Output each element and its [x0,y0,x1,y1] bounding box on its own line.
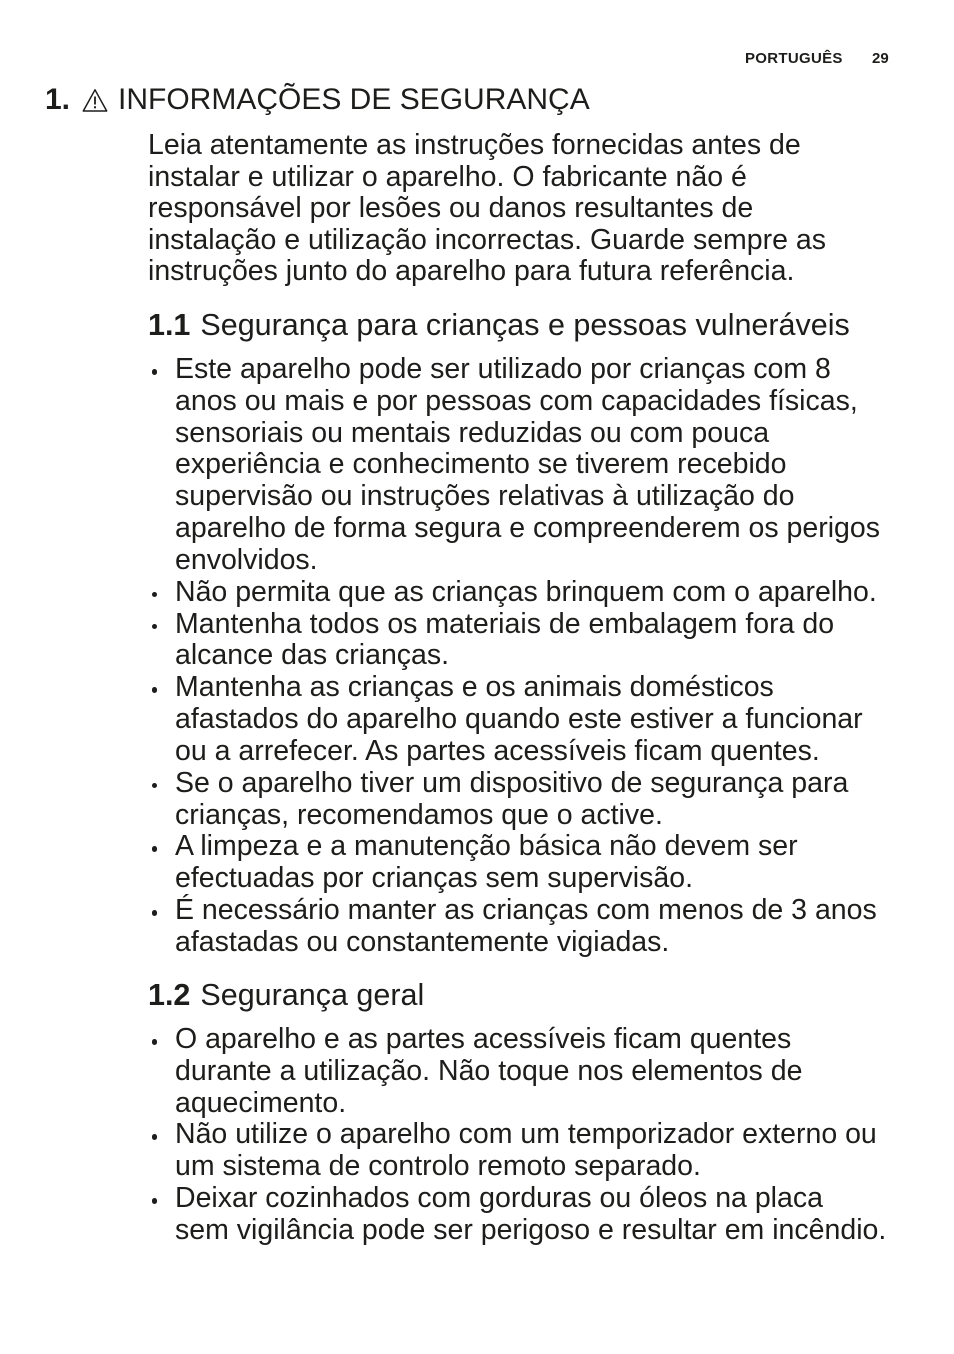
bullet-text-line: anos ou mais e por pessoas com capacidades físicas, [175,384,858,417]
bullet-text-line: afastadas ou constantemente vigiadas. [175,925,670,958]
bullet-marker [152,687,158,693]
bullet-marker [152,624,158,630]
bullet-text-line: Se o aparelho tiver um dispositivo de segurança para [175,766,849,799]
intro-line: Leia atentamente as instruções fornecidas antes de [148,129,801,161]
bullet-marker [152,1198,158,1204]
bullet-item [148,1024,886,1119]
subsection-number: 1.2 [148,978,191,1012]
page-number: 29 [872,50,889,67]
bullet-text-line: aparelho de forma segura e compreenderem os perigos [175,512,880,545]
bullet-item [148,895,880,959]
section-title [45,82,590,118]
intro-paragraph [148,130,826,288]
bullet-text-line: É necessário manter as crianças com menos de 3 anos [175,894,877,927]
bullet-item [148,577,880,609]
bullet-text-line: O aparelho e as partes acessíveis ficam quentes [175,1023,792,1055]
bullet-item [148,672,880,767]
bullet-marker [152,1134,158,1140]
bullet-marker [152,846,158,852]
bullet-text-line: supervisão ou instruções relativas à utilização do [175,480,795,513]
subsection-title: Segurança para crianças e pessoas vulneráveis [200,308,850,342]
bullet-text-line: experiência e conhecimento se tiverem recebido [175,448,787,481]
bullet-text-line: efectuadas por crianças sem supervisão. [175,862,694,895]
bullet-marker [152,592,158,598]
bullet-text-line: A limpeza e a manutenção básica não devem ser [175,830,798,863]
bullet-text-line: Este aparelho pode ser utilizado por crianças com 8 [175,353,831,385]
bullet-text-line: Deixar cozinhados com gorduras ou óleos na placa [175,1182,823,1215]
intro-line: responsável por lesões ou danos resultantes de [148,192,754,224]
bullet-text-line: Não permita que as crianças brinquem com o aparelho. [175,575,877,608]
bullet-text-line: sem vigilância pode ser perigoso e resultar em incêndio. [175,1213,887,1246]
bullet-text-line: Mantenha as crianças e os animais domésticos [175,671,774,704]
page-header [0,50,954,68]
bullet-item [148,1183,886,1247]
subsection-heading [148,307,850,343]
section-number: 1. [45,83,71,116]
bullet-item [148,768,880,832]
intro-line: instalação e utilização incorrectas. Guarde sempre as [148,223,827,256]
bullet-item [148,831,880,895]
bullet-item [148,1119,886,1183]
bullet-item [148,609,880,673]
subsection-heading [148,977,424,1013]
intro-line: instalar e utilizar o aparelho. O fabricante não é [148,160,747,193]
bullet-text-line: um sistema de controlo remoto separado. [175,1150,701,1183]
bullet-text-line: crianças, recomendamos que o active. [175,798,663,831]
bullet-text-line: Mantenha todos os materiais de embalagem fora do [175,607,835,640]
bullet-text-line: Não utilize o aparelho com um temporizador externo ou [175,1118,877,1151]
bullet-text-line: aquecimento. [175,1086,347,1119]
subsection-title: Segurança geral [200,978,425,1012]
bullet-text-line: sensoriais ou mentais reduzidas ou com pouca [175,416,770,449]
bullet-text-line: durante a utilização. Não toque nos elementos de [175,1054,803,1087]
language-label: PORTUGUÊS [745,50,843,67]
intro-line: instruções junto do aparelho para futura referência. [148,255,795,287]
bullet-marker [152,910,158,916]
bullet-marker [152,783,158,789]
bullet-marker [152,1039,158,1045]
subsection-number: 1.1 [148,308,191,342]
section-title-text: INFORMAÇÕES DE SEGURANÇA [118,83,590,116]
bullet-item [148,354,880,577]
bullet-list [148,354,880,959]
bullet-list [148,1024,886,1247]
warning-icon [82,88,108,113]
bullet-text-line: alcance das crianças. [175,639,450,672]
bullet-marker [152,369,158,375]
bullet-text-line: ou a arrefecer. As partes acessíveis ficam quentes. [175,734,820,767]
bullet-text-line: envolvidos. [175,543,318,576]
bullet-text-line: afastados do aparelho quando este estiver a funcionar [175,703,863,736]
